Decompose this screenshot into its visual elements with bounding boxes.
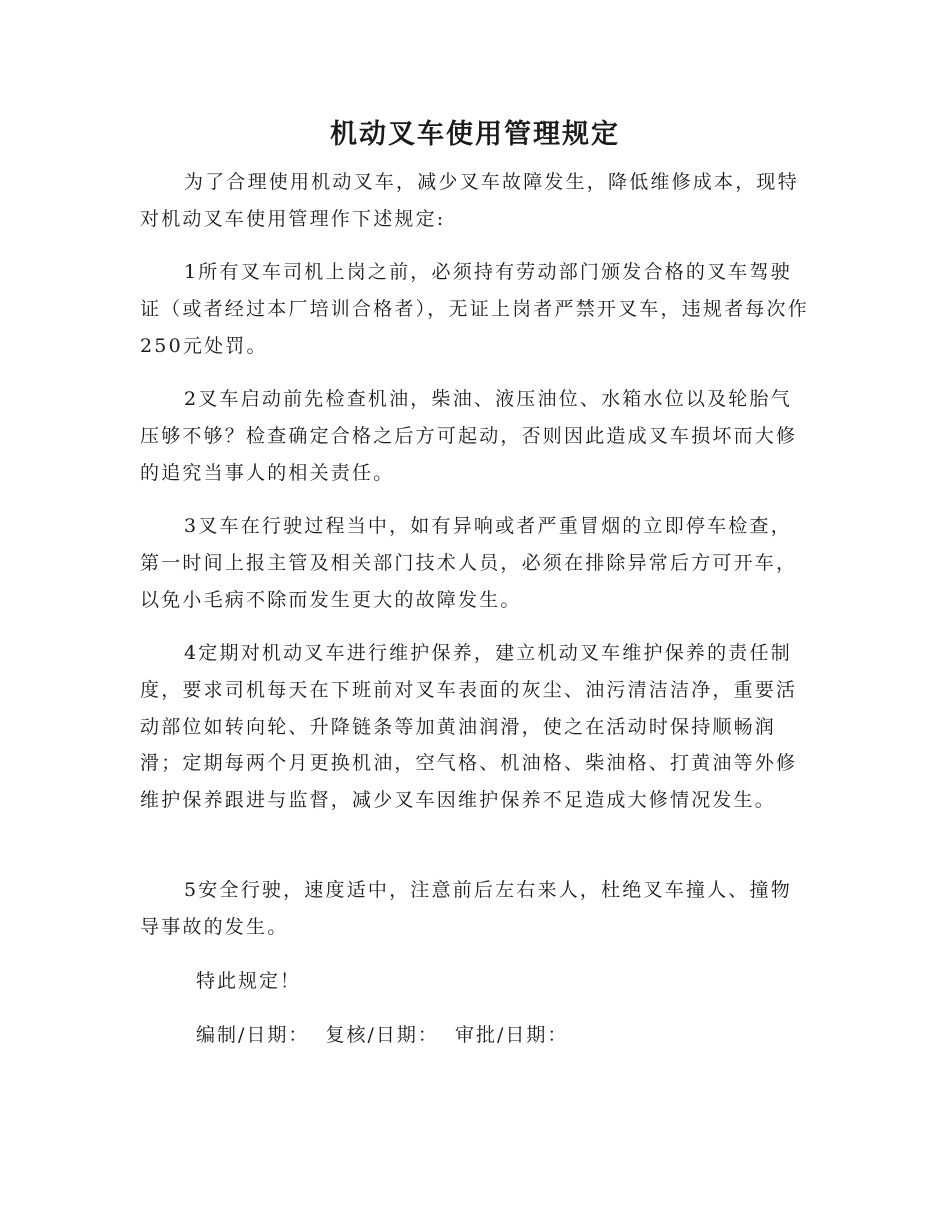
rule-paragraph-4: 4定期对机动叉车进行维护保养，建立机动叉车维护保养的责任制度，要求司机每天在下班前对叉车表面的灰尘、油污清洁洁净，重要活动部位如转向轮、升降链条等加黄油润滑，使之在活动时保持顺畅润滑；定期每两个月更换机油，空气格、机油格、柴油格、打黄油等外修维护保养跟进与监督，减少叉车因维护保养不足造成大修情况发生。 bbox=[140, 642, 798, 812]
rule-paragraph-5: 5安全行驶，速度适中，注意前后左右来人，杜绝叉车撞人、撞物导事故的发生。 bbox=[140, 879, 792, 938]
document-title: 机动叉车使用管理规定 bbox=[330, 119, 620, 150]
closing-note: 特此规定！ bbox=[196, 970, 302, 992]
rule-paragraph-1: 1所有叉车司机上岗之前，必须持有劳动部门颁发合格的叉车驾驶证（或者经过本厂培训合格者），无证上岗者严禁开叉车，违规者每次作250元处罚。 bbox=[140, 261, 809, 357]
intro-paragraph: 为了合理使用机动叉车，减少叉车故障发生，降低维修成本，现特对机动叉车使用管理作下述规定: bbox=[140, 171, 799, 230]
rule-paragraph-3: 3叉车在行驶过程当中，如有异响或者严重冒烟的立即停车检查，第一时间上报主管及相关部门技术人员，必须在排除异常后方可开车，以免小毛病不除而发生更大的故障发生。 bbox=[140, 515, 798, 611]
signature-line: 编制/日期： 复核/日期： 审批/日期： bbox=[196, 1024, 569, 1046]
rule-paragraph-2: 2叉车启动前先检查机油，柴油、液压油位、水箱水位以及轮胎气压够不够？检查确定合格之后方可起动，否则因此造成叉车损坏而大修的追究当事人的相关责任。 bbox=[140, 388, 798, 484]
